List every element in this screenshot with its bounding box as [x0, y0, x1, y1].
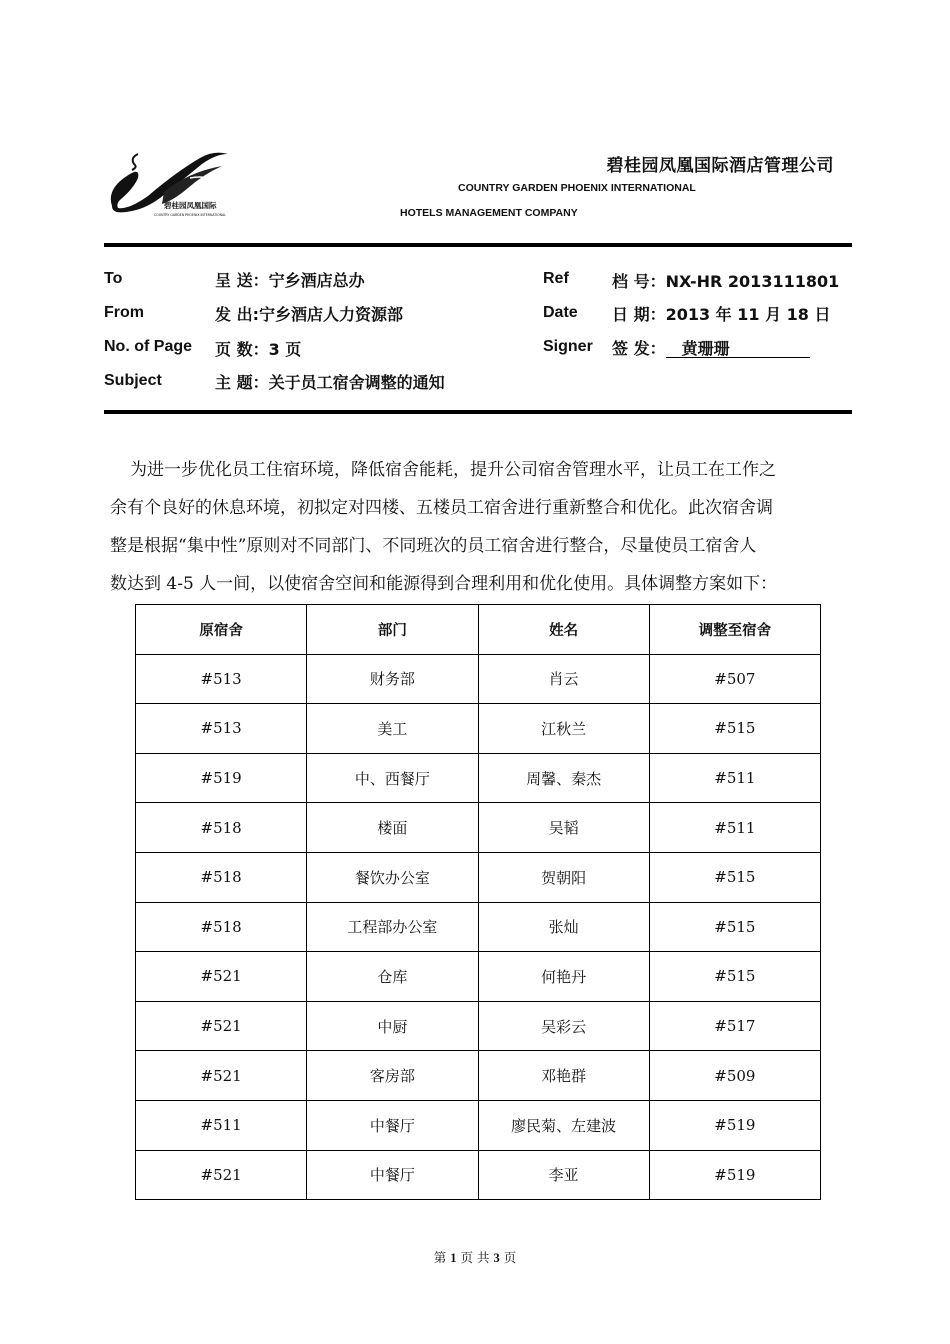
- new-room-cell: #509: [649, 1051, 820, 1101]
- from-label: From: [104, 304, 144, 321]
- col-header-original-room: 原宿舍: [136, 605, 307, 655]
- department-cell: 中、西餐厅: [307, 753, 478, 803]
- table-row: [136, 654, 821, 704]
- paragraph-line: 余有个良好的休息环境，初拟定对四楼、五楼员工宿舍进行重新整合和优化。此次宿舍调: [110, 498, 773, 518]
- original-room-cell: #511: [136, 1100, 307, 1150]
- header-divider: [104, 243, 852, 247]
- from-value: 发 出:宁乡酒店人力资源部: [215, 305, 403, 324]
- table-row: [136, 704, 821, 754]
- new-room-cell: #519: [649, 1150, 820, 1200]
- table-row: [136, 803, 821, 853]
- col-header-new-room: 调整至宿舍: [649, 605, 820, 655]
- table-row: [136, 852, 821, 902]
- to-value: 呈 送：宁乡酒店总办: [215, 271, 365, 290]
- footer-middle: 页 共: [460, 1250, 490, 1265]
- notice-paragraph: [110, 451, 848, 603]
- original-room-cell: #518: [136, 803, 307, 853]
- department-cell: 客房部: [307, 1051, 478, 1101]
- original-room-cell: #521: [136, 952, 307, 1002]
- original-room-cell: #519: [136, 753, 307, 803]
- name-cell: 江秋兰: [478, 704, 649, 754]
- footer-suffix: 页: [503, 1250, 517, 1265]
- footer-prefix: 第: [433, 1250, 447, 1265]
- department-cell: 中餐厅: [307, 1150, 478, 1200]
- table-body: [136, 654, 821, 1200]
- footer-total-pages: 3: [493, 1251, 500, 1265]
- table-row: [136, 952, 821, 1002]
- new-room-cell: #517: [649, 1001, 820, 1051]
- name-cell: 肖云: [478, 654, 649, 704]
- name-cell: 贺朝阳: [478, 852, 649, 902]
- table-row: [136, 1100, 821, 1150]
- col-header-department: 部门: [307, 605, 478, 655]
- company-name-en-line1: COUNTRY GARDEN PHOENIX INTERNATIONAL: [458, 182, 696, 194]
- date-label: Date: [543, 304, 578, 321]
- paragraph-line: 数达到 4-5 人一间，以使宿舍空间和能源得到合理利用和优化使用。具体调整方案如下：: [110, 574, 778, 594]
- new-room-cell: #511: [649, 753, 820, 803]
- table-row: [136, 902, 821, 952]
- logo-caption-cn: 碧桂园凤凰国际: [164, 201, 217, 210]
- company-logo: [104, 148, 244, 220]
- signer-field: [612, 336, 810, 359]
- department-cell: 财务部: [307, 654, 478, 704]
- new-room-cell: #507: [649, 654, 820, 704]
- signer-label: Signer: [543, 338, 593, 355]
- signer-prefix: 签 发：: [612, 339, 666, 358]
- table-header-row: [136, 605, 821, 655]
- new-room-cell: #511: [649, 803, 820, 853]
- department-cell: 美工: [307, 704, 478, 754]
- name-cell: 李亚: [478, 1150, 649, 1200]
- company-name-en-line2: HOTELS MANAGEMENT COMPANY: [400, 207, 578, 219]
- department-cell: 楼面: [307, 803, 478, 853]
- table-row: [136, 1051, 821, 1101]
- page-footer: [0, 1248, 950, 1266]
- original-room-cell: #513: [136, 704, 307, 754]
- name-cell: 周馨、秦杰: [478, 753, 649, 803]
- meta-divider: [104, 410, 852, 414]
- company-name-cn: 碧桂园凤凰国际酒店管理公司: [606, 156, 834, 176]
- original-room-cell: #521: [136, 1150, 307, 1200]
- original-room-cell: #513: [136, 654, 307, 704]
- subject-label: Subject: [104, 372, 162, 389]
- dorm-adjustment-table: [135, 604, 821, 1200]
- original-room-cell: #521: [136, 1001, 307, 1051]
- new-room-cell: #515: [649, 852, 820, 902]
- original-room-cell: #518: [136, 902, 307, 952]
- date-value: 日 期：2013 年 11 月 18 日: [612, 305, 831, 324]
- logo-caption-en: COUNTRY GARDEN PHOENIX INTERNATIONAL: [154, 213, 227, 217]
- department-cell: 中餐厅: [307, 1100, 478, 1150]
- name-cell: 何艳丹: [478, 952, 649, 1002]
- subject-value: 主 题：关于员工宿舍调整的通知: [215, 373, 445, 392]
- to-label: To: [104, 270, 123, 287]
- footer-page-number: 1: [450, 1251, 457, 1265]
- name-cell: 邓艳群: [478, 1051, 649, 1101]
- table-row: [136, 753, 821, 803]
- new-room-cell: #515: [649, 952, 820, 1002]
- pages-label: No. of Page: [104, 338, 193, 355]
- name-cell: 吴韬: [478, 803, 649, 853]
- name-cell: 吴彩云: [478, 1001, 649, 1051]
- col-header-name: 姓名: [478, 605, 649, 655]
- name-cell: 张灿: [478, 902, 649, 952]
- name-cell: 廖民菊、左建波: [478, 1100, 649, 1150]
- paragraph-line: 整是根据“集中性”原则对不同部门、不同班次的员工宿舍进行整合，尽量使员工宿舍人: [110, 536, 757, 556]
- new-room-cell: #515: [649, 704, 820, 754]
- pages-value: 页 数：3 页: [215, 340, 302, 359]
- department-cell: 中厨: [307, 1001, 478, 1051]
- table-row: [136, 1001, 821, 1051]
- paragraph-line: 为进一步优化员工住宿环境，降低宿舍能耗，提升公司宿舍管理水平，让员工在工作之: [130, 460, 776, 480]
- department-cell: 工程部办公室: [307, 902, 478, 952]
- department-cell: 餐饮办公室: [307, 852, 478, 902]
- original-room-cell: #518: [136, 852, 307, 902]
- table-row: [136, 1150, 821, 1200]
- new-room-cell: #519: [649, 1100, 820, 1150]
- original-room-cell: #521: [136, 1051, 307, 1101]
- ref-label: Ref: [543, 270, 569, 287]
- signer-name: 黄珊珊: [666, 340, 810, 358]
- department-cell: 仓库: [307, 952, 478, 1002]
- ref-value: 档 号：NX-HR 2013111801: [612, 272, 840, 291]
- new-room-cell: #515: [649, 902, 820, 952]
